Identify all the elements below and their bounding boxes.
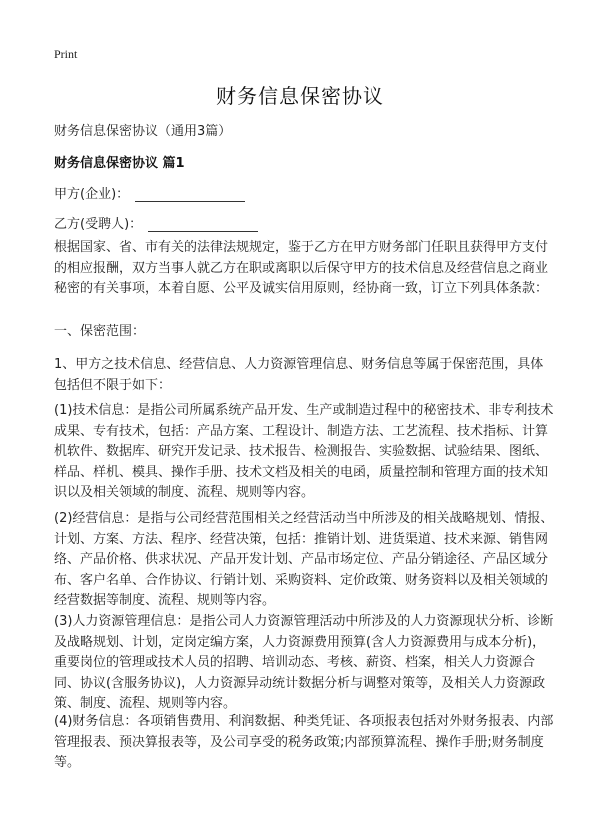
business-info-paragraph: (2)经营信息：是指与公司经营范围相关之经营活动当中所涉及的相关战略规划、情报、计划、方案、方法、程序、经营决策，包括：推销计划、进货渠道、技术来源、销售网络、产品价格、供求状况、产品开发计划、产品市场定位、产品分销途径、产品区域分布、客户名单、合作协议、行销计划、采购资料、定价政策、财务资料以及相关领域的经营数据等制度、流程、规则等内容。 — [54, 511, 554, 608]
section-heading: 财务信息保密协议 篇1 — [54, 156, 185, 171]
party-a-blank — [135, 187, 245, 202]
section-one-heading: 一、保密范围： — [54, 324, 146, 339]
print-link[interactable]: Print — [54, 47, 78, 61]
hr-info-paragraph: (3)人力资源管理信息：是指公司人力资源管理活动中所涉及的人力资源现状分析、诊断及战略规划、计划，定岗定编方案，人力资源费用预算(含人力资源费用与成本分析)，重要岗位的管理或技术人员的招聘、培训动态、考核、薪资、档案，相关人力资源合同、协议(含服务协议)，人力资源异动统计数据分析与调整对策等，及相关人力资源政策、制度、流程、规则等内容。 — [54, 614, 554, 711]
document-subtitle: 财务信息保密协议（通用3篇） — [54, 124, 232, 139]
party-b-label: 乙方(受聘人)： — [54, 217, 143, 232]
preamble-paragraph: 根据国家、省、市有关的法律法规规定，鉴于乙方在甲方财务部门任职且获得甲方支付的相应报酬，双方当事人就乙方在职或离职以后保守甲方的技术信息及经营信息之商业秘密的有关事项，本着自愿、公平及诚实信用原则，经协商一致，订立下列具体条款： — [54, 240, 549, 296]
financial-info-paragraph: (4)财务信息：各项销售费用、利润数据、种类凭证、各项报表包括对外财务报表、内部管理报表、预决算报表等，及公司享受的税务政策;内部预算流程、操作手册;财务制度等。 — [54, 714, 554, 770]
party-a-field — [54, 183, 245, 202]
party-b-field — [54, 213, 258, 232]
document-title: 财务信息保密协议 — [216, 84, 384, 108]
party-b-blank — [148, 217, 258, 232]
technical-info-paragraph: (1)技术信息：是指公司所属系统产品开发、生产或制造过程中的秘密技术、非专利技术成果、专有技术，包括：产品方案、工程设计、制造方法、工艺流程、技术指标、计算机软件、数据库、研究开发记录、技术报告、检测报告、实验数据、试验结果、图纸、样品、样机、模具、操作手册、技术文档及相关的电函，质量控制和管理方面的技术知识以及相关领域的制度、流程、规则等内容。 — [54, 403, 554, 500]
party-a-label: 甲方(企业)： — [54, 187, 130, 202]
clause-1-paragraph: 1、甲方之技术信息、经营信息、人力资源管理信息、财务信息等属于保密范围，具体包括但不限于如下： — [54, 357, 544, 393]
